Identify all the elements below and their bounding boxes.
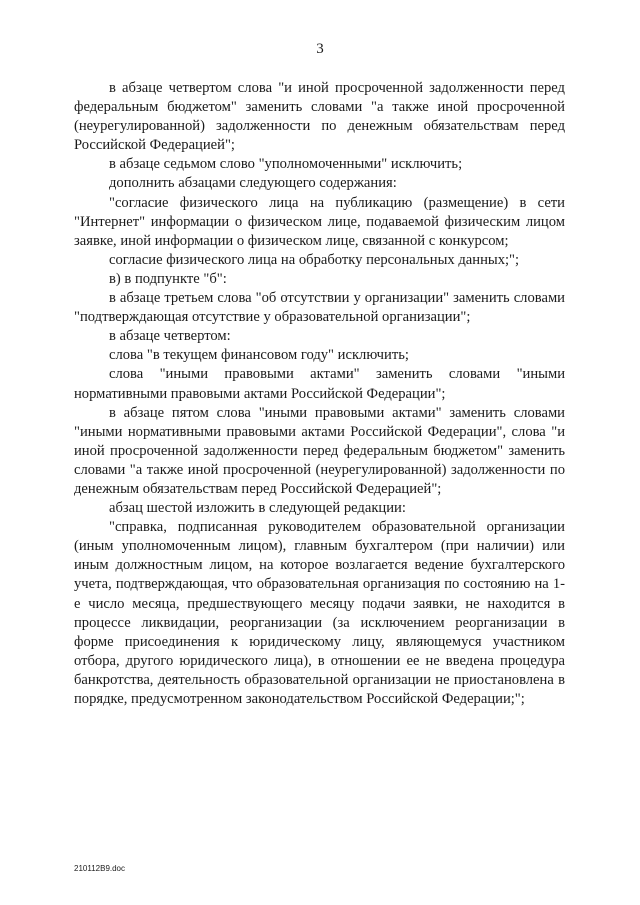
paragraph: "согласие физического лица на публикацию (размещение) в сети "Интернет" информации о физическом лице, подаваемой физическим лицом заявке, иной информации о физическом лице, связанной с конкурсом; (74, 194, 565, 249)
paragraph: дополнить абзацами следующего содержания: (109, 175, 397, 192)
paragraph: в абзаце четвертом: (109, 328, 231, 345)
paragraph: "справка, подписанная руководителем образовательной организации (иным уполномоченным лицом), главным бухгалтером (при наличии) или иным должностным лицом, на которое возлагается ведение бухгалтерского учета, подтверждающая, что образовательная организация по состоянию на 1-е число месяца, предшествующего месяцу подачи заявки, не находится в процессе ликвидации, реорганизации (за исключением реорганизации в форме присоединения к юридическому лицу, являющемуся участником отбора, другого юридического лица), в отношении ее не введена процедура банкротства, деятельность образовательной организации не приостановлена в порядке, предусмотренном законодательством Российской Федерации;"; (74, 519, 565, 707)
page-number: 3 (316, 41, 324, 57)
footer-filename: 210112B9.doc (74, 864, 126, 873)
paragraph: в абзаце седьмом слово "уполномоченными" исключить; (109, 156, 463, 173)
paragraph: слова "иными правовыми актами" заменить словами "иными нормативными правовыми актами Российской Федерации"; (74, 366, 565, 402)
paragraph: согласие физического лица на обработку персональных данных;"; (109, 251, 520, 268)
paragraph: слова "в текущем финансовом году" исключить; (109, 347, 409, 364)
paragraph: в абзаце четвертом слова "и иной просроченной задолженности перед федеральным бюджетом" заменить словами "а также иной просроченной (неурегулированной) задолженности по денежным обязательствам перед Российской Федерацией"; (74, 80, 565, 154)
paragraph: в абзаце третьем слова "об отсутствии у организации" заменить словами "подтверждающая отсутствие у образовательной организации"; (74, 290, 565, 326)
paragraph: в абзаце пятом слова "иными правовыми актами" заменить словами "иными нормативными правовыми актами Российской Федерации", слова "и иной просроченной задолженности перед федеральным бюджетом" заменить словами "а также иной просроченной (неурегулированной) задолженности по денежным обязательствам перед Российской Федерацией"; (74, 404, 565, 497)
paragraph: абзац шестой изложить в следующей редакции: (109, 500, 406, 517)
document-body (74, 79, 565, 709)
paragraph: в) в подпункте "б": (109, 270, 227, 287)
